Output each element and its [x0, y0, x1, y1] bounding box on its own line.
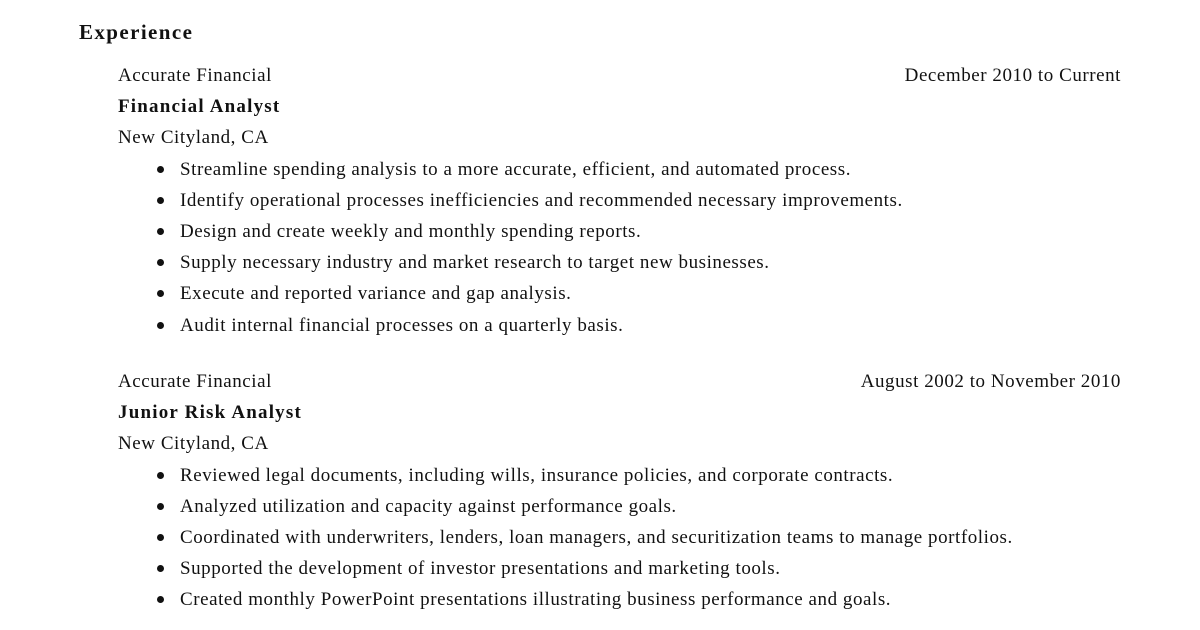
bullet-icon: [157, 596, 164, 603]
responsibility-item: [118, 584, 1095, 615]
job-title: Junior Risk Analyst: [118, 402, 303, 424]
bullet-icon: [157, 565, 164, 572]
bullet-icon: [157, 259, 164, 266]
responsibility-text: Supply necessary industry and market research to target new businesses.: [180, 252, 770, 274]
job-location: New Cityland, CA: [118, 127, 269, 149]
responsibility-text: Supported the development of investor presentations and marketing tools.: [180, 558, 781, 580]
bullet-icon: [157, 472, 164, 479]
bullet-icon: [157, 197, 164, 204]
responsibility-text: Created monthly PowerPoint presentations illustrating business performance and goals.: [180, 589, 892, 611]
bullet-icon: [157, 503, 164, 510]
bullet-icon: [157, 322, 164, 329]
responsibility-item: [118, 154, 1095, 185]
employment-dates: August 2002 to November 2010: [860, 371, 1121, 392]
responsibility-text: Design and create weekly and monthly spending reports.: [180, 220, 642, 242]
employment-dates: December 2010 to Current: [904, 65, 1121, 86]
bullet-icon: [157, 166, 164, 173]
responsibility-item: [118, 460, 1095, 491]
responsibility-text: Reviewed legal documents, including wills, insurance policies, and corporate contracts.: [180, 464, 894, 486]
responsibility-text: Audit internal financial processes on a quarterly basis.: [180, 314, 624, 336]
job-entry-1: [118, 60, 1121, 341]
responsibility-list: [118, 154, 1121, 341]
responsibility-item: [118, 522, 1095, 553]
job-entry-2: [118, 366, 1121, 616]
responsibility-text: Identify operational processes inefficiencies and recommended necessary improvements.: [180, 189, 903, 211]
responsibility-text: Coordinated with underwriters, lenders, loan managers, and securitization teams to manage portfolios.: [180, 526, 1013, 548]
responsibility-text: Streamline spending analysis to a more accurate, efficient, and automated process.: [180, 158, 851, 180]
responsibility-list: [118, 460, 1121, 616]
responsibility-item: [118, 216, 1095, 247]
responsibility-text: Execute and reported variance and gap analysis.: [180, 283, 572, 305]
responsibility-text: Analyzed utilization and capacity against performance goals.: [180, 495, 677, 517]
responsibility-item: [118, 278, 1095, 309]
responsibility-item: [118, 491, 1095, 522]
company-name: Accurate Financial: [118, 371, 272, 392]
bullet-icon: [157, 290, 164, 297]
responsibility-item: [118, 247, 1095, 278]
section-heading-experience: Experience: [79, 20, 194, 44]
responsibility-item: [118, 310, 1095, 341]
responsibility-item: [118, 553, 1095, 584]
job-header: [118, 366, 1121, 397]
bullet-icon: [157, 534, 164, 541]
job-title: Financial Analyst: [118, 96, 281, 118]
responsibility-item: [118, 185, 1095, 216]
job-header: [118, 60, 1121, 91]
bullet-icon: [157, 228, 164, 235]
job-location: New Cityland, CA: [118, 433, 269, 455]
company-name: Accurate Financial: [118, 65, 272, 86]
